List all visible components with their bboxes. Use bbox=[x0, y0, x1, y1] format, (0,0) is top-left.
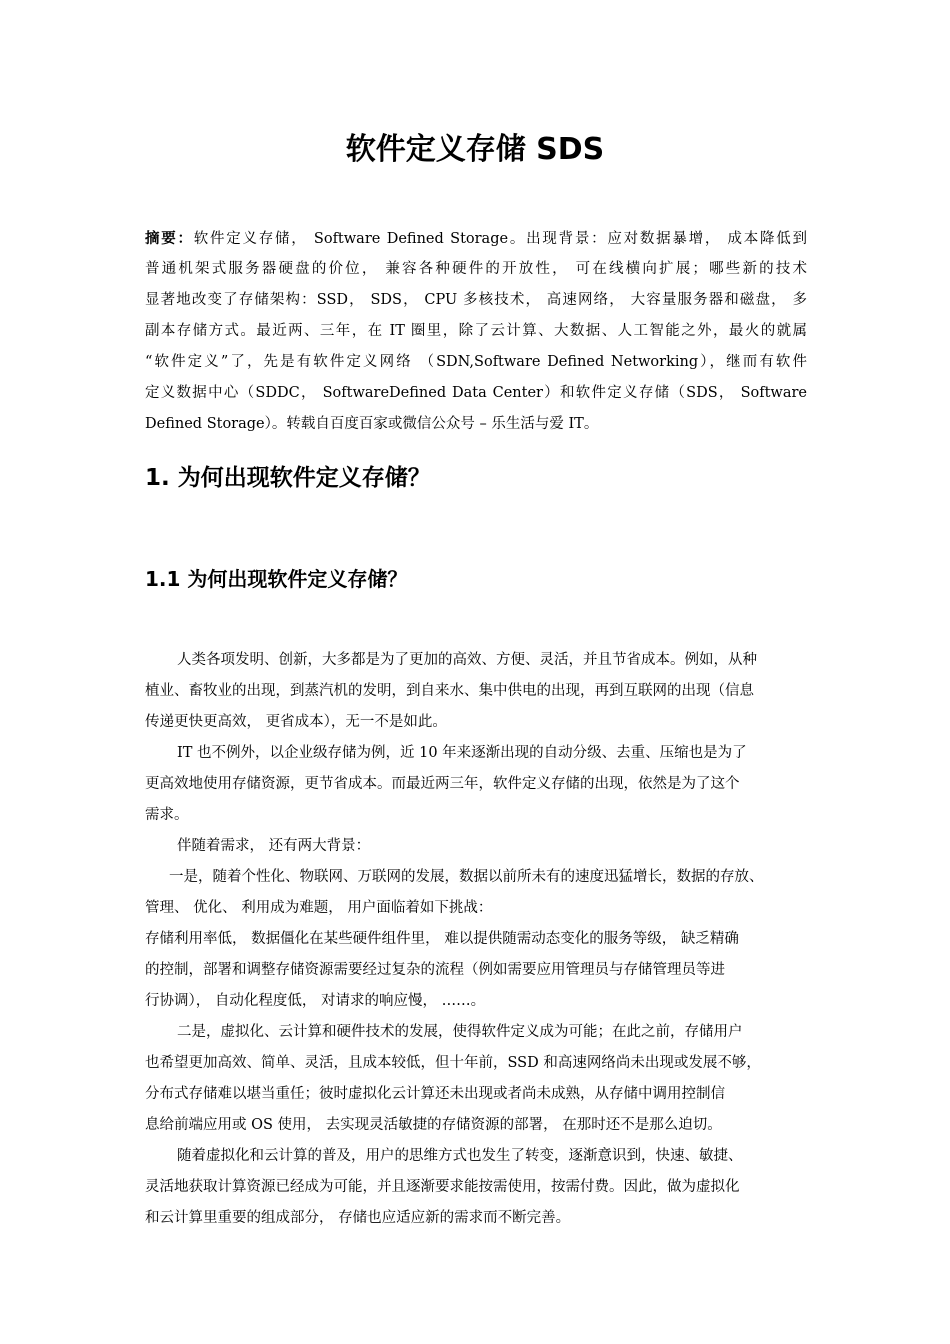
body-line: 也希望更加高效、简单、灵活，且成本较低，但十年前，SSD 和高速网络尚未出现或发展不够， bbox=[145, 1055, 761, 1071]
body-text bbox=[145, 645, 815, 1234]
body-line: 随着虚拟化和云计算的普及，用户的思维方式也发生了转变，逐渐意识到，快速、敏捷、 bbox=[177, 1148, 743, 1164]
abstract-line-4: 副本存储方式。最近两、三年，在 IT 圈里，除了云计算、大数据、人工智能之外，最火的就属 bbox=[145, 323, 807, 339]
body-line: 管理、 优化、 利用成为难题， 用户面临着如下挑战： bbox=[145, 900, 493, 916]
body-line: 灵活地获取计算资源已经成为可能，并且逐渐要求能按需使用，按需付费。因此，做为虚拟化 bbox=[145, 1179, 740, 1195]
abstract-line-7: Defined Storage）。转载自百度百家或微信公众号 – 乐生活与爱 IT。 bbox=[145, 416, 599, 432]
abstract-line-6: 定义数据中心（SDDC， SoftwareDefined Data Center）和软件定义存储（SDS， Software bbox=[145, 385, 807, 401]
body-line: 传递更快更高效， 更省成本），无一不是如此。 bbox=[145, 714, 447, 730]
body-line: 人类各项发明、创新，大多都是为了更加的高效、方便、灵活，并且节省成本。例如，从种 bbox=[177, 652, 757, 668]
body-line: 二是，虚拟化、云计算和硬件技术的发展，使得软件定义成为可能；在此之前，存储用户 bbox=[177, 1024, 743, 1040]
body-line: IT 也不例外，以企业级存储为例，近 10 年来逐渐出现的自动分级、去重、压缩也是为了 bbox=[177, 745, 747, 761]
body-line: 行协调）， 自动化程度低， 对请求的响应慢， ……。 bbox=[145, 993, 486, 1009]
abstract-line-2: 普通机架式服务器硬盘的价位， 兼容各种硬件的开放性， 可在线横向扩展；哪些新的技术 bbox=[145, 261, 807, 277]
document-title: 软件定义存储 SDS bbox=[345, 132, 605, 167]
body-line: 植业、畜牧业的出现，到蒸汽机的发明，到自来水、集中供电的出现，再到互联网的出现（信息 bbox=[145, 683, 754, 699]
section-heading-1: 1. 为何出现软件定义存储？ bbox=[145, 465, 431, 491]
body-line: 息给前端应用或 OS 使用， 去实现灵活敏捷的存储资源的部署， 在那时还不是那么迫切。 bbox=[145, 1117, 722, 1133]
body-line: 的控制，部署和调整存储资源需要经过复杂的流程（例如需要应用管理员与存储管理员等进 bbox=[145, 962, 725, 978]
abstract-label: 摘要： bbox=[145, 230, 194, 247]
abstract-line-5: “软件定义”了，先是有软件定义网络 （SDN,Software Defined Networking），继而有软件 bbox=[145, 354, 807, 370]
abstract-line-1 bbox=[145, 223, 807, 254]
body-line: 存储利用率低， 数据僵化在某些硬件组件里， 难以提供随需动态变化的服务等级， 缺乏精确 bbox=[145, 931, 739, 947]
abstract-block bbox=[145, 223, 807, 440]
body-line: 需求。 bbox=[145, 807, 189, 823]
body-line: 伴随着需求， 还有两大背景： bbox=[177, 838, 371, 854]
body-line: 和云计算里重要的组成部分， 存储也应适应新的需求而不断完善。 bbox=[145, 1210, 571, 1226]
body-line: 一是，随着个性化、物联网、万联网的发展，数据以前所未有的速度迅猛增长，数据的存放、 bbox=[169, 869, 764, 885]
subsection-heading-1-1: 1.1 为何出现软件定义存储？ bbox=[145, 567, 408, 591]
body-line: 更高效地使用存储资源，更节省成本。而最近两三年，软件定义存储的出现，依然是为了这个 bbox=[145, 776, 740, 792]
abstract-line-3: 显著地改变了存储架构：SSD， SDS， CPU 多核技术， 高速网络， 大容量服务器和磁盘， 多 bbox=[145, 292, 807, 308]
abstract-text: 软件定义存储， Software Defined Storage。出现背景：应对数据暴增， 成本降低到 bbox=[193, 231, 807, 247]
body-line: 分布式存储难以堪当重任；彼时虚拟化云计算还未出现或者尚未成熟，从存储中调用控制信 bbox=[145, 1086, 725, 1102]
